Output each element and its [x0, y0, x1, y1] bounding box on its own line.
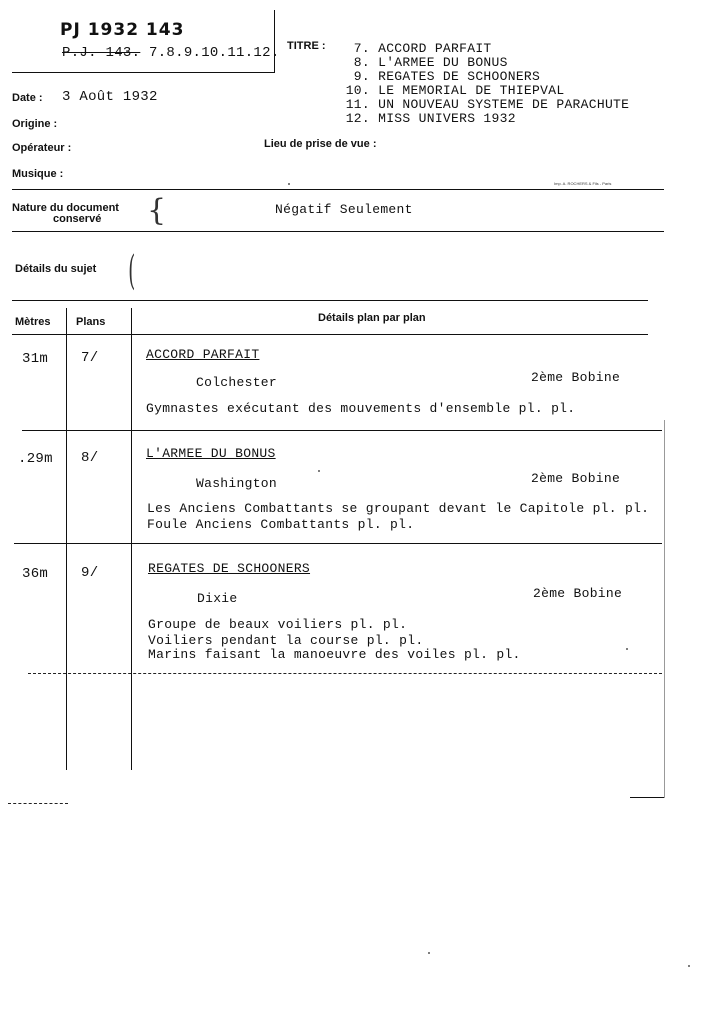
- nature-value: Négatif Seulement: [275, 202, 413, 217]
- nature-label: Nature du document: [12, 202, 119, 214]
- speck: [428, 952, 430, 954]
- title-text: UN NOUVEAU SYSTEME DE PARACHUTE: [378, 97, 630, 112]
- speck: [688, 965, 690, 967]
- row-place: Dixie: [197, 591, 238, 606]
- divider-line: [12, 189, 664, 190]
- row-divider: [28, 673, 662, 674]
- title-text: ACCORD PARFAIT: [378, 41, 492, 56]
- header-underline: [12, 334, 648, 335]
- row-plan: 8/: [81, 450, 99, 466]
- title-item: [328, 84, 629, 98]
- title-item: [328, 112, 629, 126]
- title-item: [328, 70, 629, 84]
- date-value: 3 Août 1932: [62, 89, 158, 105]
- details-sujet-label: Détails du sujet: [15, 263, 97, 275]
- divider-line: [12, 231, 664, 232]
- musique-label: Musique :: [12, 168, 64, 180]
- row-bobine: 2ème Bobine: [531, 370, 621, 385]
- row-place: Colchester: [196, 375, 278, 390]
- row-detail-line: Les Anciens Combattants se groupant devant le Capitole pl. pl.: [147, 501, 650, 516]
- row-divider: [22, 430, 662, 431]
- brace-glyph: {: [147, 193, 167, 228]
- row-place: Washington: [196, 476, 278, 491]
- title-item: [328, 56, 629, 70]
- title-item: [328, 98, 629, 112]
- row-title: ACCORD PARFAIT: [146, 347, 260, 362]
- row-plan: 7/: [81, 350, 99, 366]
- title-number: 11.: [345, 97, 370, 112]
- row-bobine: 2ème Bobine: [531, 471, 621, 486]
- column-separator: [66, 308, 67, 770]
- row-metres: 31m: [22, 351, 49, 367]
- speck: [626, 648, 628, 650]
- row-detail-line: Voiliers pendant la course pl. pl.: [148, 633, 424, 648]
- title-item: [328, 42, 629, 56]
- title-number: 8.: [353, 55, 370, 70]
- bottom-dashed-line: [8, 803, 68, 804]
- handwritten-reference: PJ 1932 143: [60, 20, 185, 40]
- typed-reference: [62, 45, 280, 61]
- title-text: L'ARMEE DU BONUS: [378, 55, 508, 70]
- lieu-label: Lieu de prise de vue :: [264, 138, 377, 150]
- row-plan: 9/: [81, 565, 99, 581]
- speck: [288, 183, 290, 185]
- printer-imprint: Imp. A. ROCHERS & Fils - Paris: [554, 181, 612, 186]
- row-detail-line: Marins faisant la manoeuvre des voiles pl. pl.: [148, 647, 521, 662]
- brace-glyph: (: [128, 248, 136, 294]
- col-header-details: Détails plan par plan: [318, 312, 426, 324]
- title-number: 9.: [353, 69, 370, 84]
- row-metres: .29m: [18, 451, 53, 467]
- title-number: 12.: [345, 111, 370, 126]
- struck-reference: P.J. 143.: [62, 45, 141, 61]
- origine-label: Origine :: [12, 118, 58, 130]
- operateur-label: Opérateur :: [12, 142, 72, 154]
- title-text: LE MEMORIAL DE THIEPVAL: [378, 83, 565, 98]
- right-edge-line: [664, 420, 665, 798]
- titre-label: TITRE :: [287, 40, 326, 52]
- row-bobine: 2ème Bobine: [533, 586, 623, 601]
- title-number: 10.: [345, 83, 370, 98]
- row-metres: 36m: [22, 566, 49, 582]
- nature-label-conserve: conservé: [53, 213, 102, 225]
- date-label: Date :: [12, 92, 43, 104]
- col-header-metres: Mètres: [15, 316, 51, 328]
- row-detail-line: Foule Anciens Combattants pl. pl.: [147, 517, 415, 532]
- row-title: REGATES DE SCHOONERS: [148, 561, 311, 576]
- row-detail-line: Groupe de beaux voiliers pl. pl.: [148, 617, 408, 632]
- titles-list: [328, 42, 629, 126]
- row-detail-line: Gymnastes exécutant des mouvements d'ensemble pl. pl.: [146, 401, 576, 416]
- col-header-plans: Plans: [76, 316, 106, 328]
- bottom-right-mark: [630, 797, 664, 798]
- column-separator: [131, 308, 132, 770]
- divider-line: [12, 300, 648, 301]
- speck: [318, 470, 320, 472]
- title-text: MISS UNIVERS 1932: [378, 111, 516, 126]
- title-number: 7.: [353, 41, 370, 56]
- row-title: L'ARMEE DU BONUS: [146, 446, 276, 461]
- reference-suffix: 7.8.9.10.11.12.: [149, 45, 280, 61]
- title-text: REGATES DE SCHOONERS: [378, 69, 541, 84]
- row-divider: [14, 543, 662, 544]
